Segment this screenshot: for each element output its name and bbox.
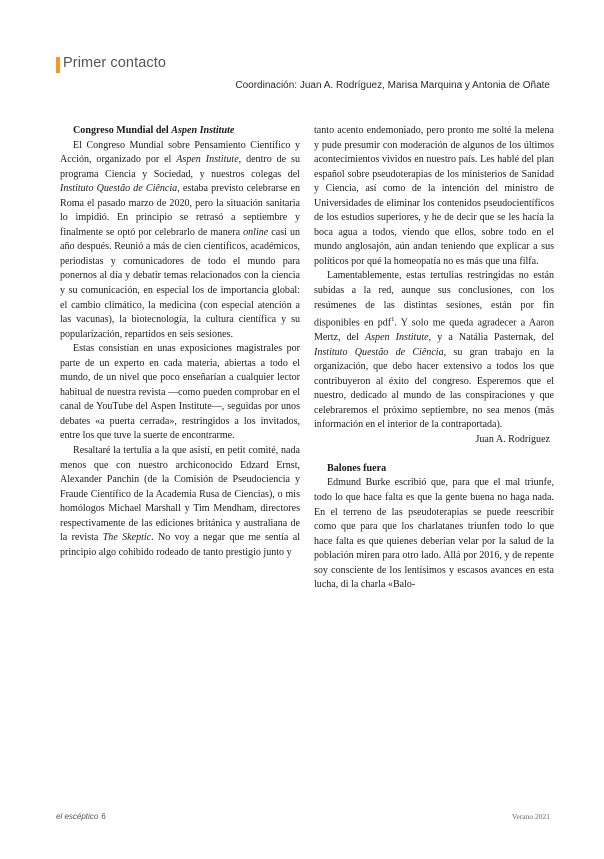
article1-paragraph-3-continued: tanto acento endemoniado, pero pronto me solté la melena y pude presumir con moderación de algunos de los últimos acontecimientos vividos en nuestro país. Les hablé del plan español sobre pseudoterapias de los ministerios de Sanidad y Ciencia, así como de la intención del ministro de Universidades de eliminar los contenidos pseudocientíficos de los estudios superiores, y he de decir que se les hacía la boca agua a todos, viendo que ellos, sobre todo en el mundo anglosajón, aún andan teniendo que explicar a sus políticos por qué la homeopatía no es más que una filfa. (314, 125, 554, 267)
article1-paragraph-1: El Congreso Mundial sobre Pensamiento Científico y Acción, organizado por el Aspen Institute, dentro de su programa Ciencia y Sociedad, y nuestros colegas del Instituto Questão de Ciência, estaba previsto celebrarse en Roma el pasado marzo de 2020, pero la situación sanitaria lo impidió. En principio se retrasó a septiembre y finalmente se optó por celebrarlo de manera online casi un año después. Reunió a más de cien científicos, académicos, periodistas y comunicadores de todo el mundo para ponernos al día y debatir temas relacionados con la ciencia y su comunicación, en especial los de importancia global: el cambio climático, la medicina (con especial atención a las vacunas), la biotecnología, la cultura científica y su popularización, repartidos en seis sesiones. (60, 139, 300, 340)
article1-signature: Juan A. Rodríguez (475, 433, 550, 445)
article2-heading: Balones fuera (327, 462, 387, 474)
column-right (314, 124, 554, 593)
footer-magazine: el escéptico 6 (56, 812, 106, 821)
section-accent-bar (56, 57, 60, 73)
article1-heading: Congreso Mundial del Aspen Institute (73, 125, 235, 136)
coordination-credits: Coordinación: Juan A. Rodríguez, Marisa Marquina y Antonia de Oñate (235, 80, 550, 91)
section-gap (314, 447, 554, 462)
article1-paragraph-4: Lamentablemente, estas tertulias restringidas no están subidas a la red, aunque sus conclusiones, con los resúmenes de las distintas sesiones, están por fin disponibles en pdf$^1$. Y solo me queda agradecer a Aaron Mertz, del Aspen Institute, y a Natália Pasternak, del Instituto Questão de Ciência, su gran trabajo en la organización, que debo hacer extensivo a todos los que contribuyeron al éxito del congreso. Esperemos que el nuestro, dedicado al mundo de las conspiraciones y que celebraremos el próximo septiembre, no sea menos (más información en el interior de la contraportada). (314, 270, 555, 431)
footer-issue: Verano 2021 (511, 812, 550, 821)
article1-paragraph-2: Estas consistían en unas exposiciones magistrales por parte de un experto en cada materia, abiertas a todo el mundo, de un nivel que poco enseñarían a cualquier lector habitual de nuestra revista —como pueden comprobar en el canal de YouTube del Aspen Institute—, seguidas por unos debates «a puerta cerrada», restringidos a los invitados, entre los que tuve la suerte de encontrarme. (60, 343, 300, 442)
column-left (60, 124, 300, 560)
column-right-flow (314, 124, 554, 593)
article1-paragraph-3: Resaltaré la tertulia a la que asistí, en petit comité, nada menos que con nuestro archiconocido Edzard Ernst, Alexander Panchin (de la Comisión de Pseudociencia y Fraude Científico de la Academia Rusa de Ciencias), o mis homólogos Michael Marshall y Tim Mendham, directores respectivamente de las ediciones británica y australiana de la revista The Skeptic. No voy a negar que me sentía al principio algo cohibido rodeado de tanto prestigio junto y (60, 445, 300, 558)
section-title: Primer contacto (63, 55, 167, 71)
page-number: 6 (101, 812, 106, 821)
article2-paragraph-1: Edmund Burke escribió que, para que el mal triunfe, todo lo que hace falta es que la gente buena no haga nada. En el terreno de las pseudoterapias se puede reescribir como que para que los charlatanes triunfen todo lo que hace falta es que quienes deberían velar por la salud de la población miren para otro lado. Allá por 2016, y de repente soy consciente de los lentísimos y escasos avances en esta lucha, di la charla «Balo- (314, 477, 554, 591)
